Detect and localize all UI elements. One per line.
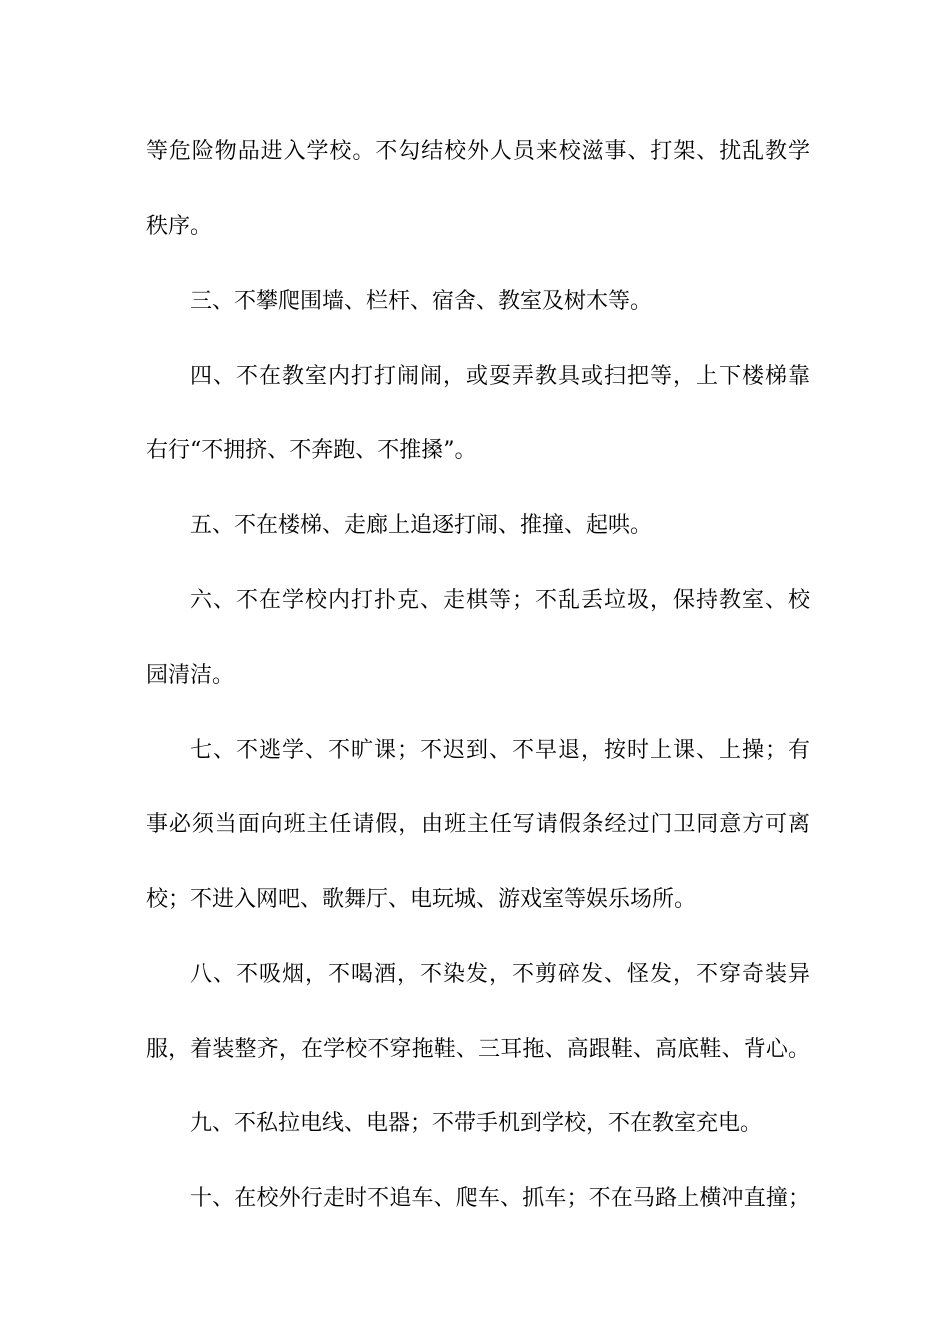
text-line-11: 校；不进入网吧、歌舞厅、电玩城、游戏室等娱乐场所。 — [146, 887, 697, 912]
text-line-14: 九、不私拉电线、电器；不带手机到学校，不在教室充电。 — [190, 1111, 763, 1136]
text-line-7: 六、不在学校内打扑克、走棋等；不乱丢垃圾，保持教室、校 — [190, 588, 810, 613]
text-line-5: 右行“不拥挤、不奔跑、不推搡”。 — [146, 438, 477, 463]
text-line-3: 三、不攀爬围墙、栏杆、宿舍、教室及树木等。 — [190, 289, 653, 314]
text-line-4: 四、不在教室内打打闹闹，或耍弄教具或扫把等，上下楼梯靠 — [190, 364, 810, 389]
text-line-8: 园清洁。 — [146, 663, 235, 688]
text-line-9: 七、不逃学、不旷课；不迟到、不早退，按时上课、上操；有 — [190, 738, 810, 763]
text-line-6: 五、不在楼梯、走廊上追逐打闹、推撞、起哄。 — [190, 513, 653, 538]
text-line-1: 等危险物品进入学校。不勾结校外人员来校滋事、打架、扰乱教学 — [146, 139, 810, 164]
text-line-2: 秩序。 — [146, 214, 213, 239]
text-line-15: 十、在校外行走时不追车、爬车、抓车；不在马路上横冲直撞； — [190, 1186, 810, 1211]
text-line-12: 八、不吸烟，不喝酒，不染发，不剪碎发、怪发，不穿奇装异 — [190, 962, 810, 987]
text-line-10: 事必须当面向班主任请假，由班主任写请假条经过门卫同意方可离 — [146, 812, 810, 837]
text-line-13: 服，着装整齐，在学校不穿拖鞋、三耳拖、高跟鞋、高底鞋、背心。 — [146, 1037, 810, 1062]
